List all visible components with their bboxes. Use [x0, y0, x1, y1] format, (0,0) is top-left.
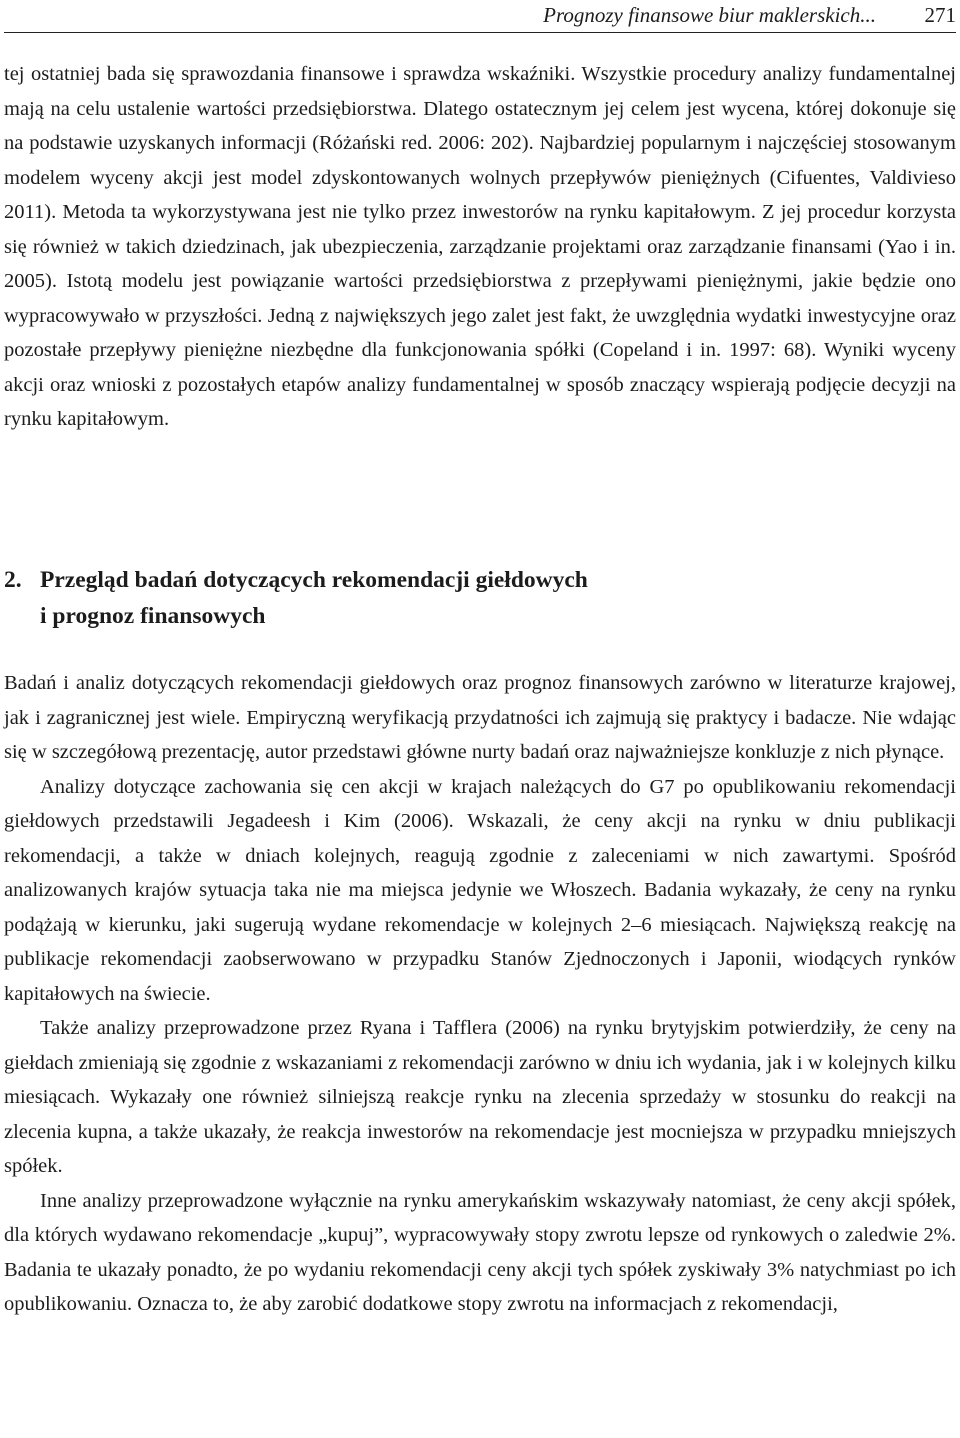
paragraph: Inne analizy przeprowadzone wyłącznie na rynku amerykańskim wskazywały natomiast, że ceny akcji spółek, dla których wydawano rekomendacje „kupuj”, wypracowywały stopy zwrotu lepsze od rynkowych o zaledwie 2%. Badania te ukazały ponadto, że po wydaniu rekomendacji ceny akcji tych spółek zyskiwały 3% natychmiast po ich opublikowaniu. Oznacza to, że aby zarobić dodatkowe stopy zwrotu na informacjach z rekomendacji, — [4, 1189, 956, 1315]
running-title: Prognozy finansowe biur maklerskich... — [543, 3, 876, 27]
paragraph: Analizy dotyczące zachowania się cen akcji w krajach należących do G7 po opublikowaniu rekomendacji giełdowych przedstawili Jegadeesh i Kim (2006). Wskazali, że ceny akcji na rynku w dniu publikacji rekomendacji, a także w dniach kolejnych, reagują zgodnie z zaleceniami w nich zawartymi. Spośród analizowanych krajów sytuacja taka nie ma miejsca jedynie we Włoszech. Badania wykazały, że ceny na rynku podążają w kierunku, jaki sugerują wydane rekomendacje w kolejnych 2–6 miesiącach. Największą reakcję na publikacje rekomendacji zaobserwowano w przypadku Stanów Zjednoczonych i Japonii, wiodących rynków kapitałowych na świecie. — [4, 775, 956, 1005]
page-number: 271 — [924, 3, 956, 27]
paragraph: Także analizy przeprowadzone przez Ryana i Tafflera (2006) na rynku brytyjskim potwierdziły, że ceny na giełdach zmieniają się zgodnie z wskazaniami z rekomendacji zarówno w dniu ich wydania, jak i w kolejnych kilku miesiącach. Wykazały one również silniejszą reakcje rynku na zlecenia sprzedaży w stosunku do reakcji na zlecenia kupna, a także ukazały, że reakcja inwestorów na rekomendacje jest mocniejsza w przypadku mniejszych spółek. — [4, 1017, 956, 1177]
body-text-section — [4, 666, 956, 1322]
paragraph: tej ostatniej bada się sprawozdania finansowe i sprawdza wskaźniki. Wszystkie procedury analizy fundamentalnej mają na celu ustalenie wartości przedsiębiorstwa. Dlatego ostatecznym jej celem jest wycena, której dokonuje się na podstawie uzyskanych informacji (Różański red. 2006: 202). Najbardziej popularnym i najczęściej stosowanym modelem wyceny akcji jest model zdyskontowanych wolnych przepływów pieniężnych (Cifuentes, Valdivieso 2011). Metoda ta wykorzystywana jest nie tylko przez inwestorów na rynku kapitałowym. Z jej procedur korzysta się również w takich dziedzinach, jak ubezpieczenia, zarządzanie projektami oraz zarządzanie finansami (Yao i in. 2005). Istotą modelu jest powiązanie wartości przedsiębiorstwa z przepływami pieniężnymi, jakie będzie ono wypracowywało w przyszłości. Jedną z największych jego zalet jest fakt, że uwzględnia wydatki inwestycyjne oraz pozostałe przepływy pieniężne niezbędne dla funkcjonowania spółki (Copeland i in. 1997: 68). Wyniki wyceny akcji oraz wnioski z pozostałych etapów analizy fundamentalnej w sposób znaczący wspierają podjęcie decyzji na rynku kapitałowym. — [4, 63, 956, 430]
paragraph: Badań i analiz dotyczących rekomendacji giełdowych oraz prognoz finansowych zarówno w literaturze krajowej, jak i zagranicznej jest wiele. Empiryczną weryfikacją przydatności ich zajmują się praktycy i badacze. Nie wdając się w szczegółową prezentację, autor przedstawi główne nurty badań oraz najważniejsze konkluzje z nich płynące. — [4, 672, 956, 763]
section-heading — [4, 562, 904, 634]
section-title-line1: Przegląd badań dotyczących rekomendacji giełdowych — [40, 567, 588, 593]
header-rule — [4, 32, 956, 33]
section-title-line2: i prognoz finansowych — [40, 603, 266, 629]
running-header — [0, 0, 960, 32]
body-text-top — [4, 57, 956, 437]
section-number: 2. — [4, 567, 22, 593]
